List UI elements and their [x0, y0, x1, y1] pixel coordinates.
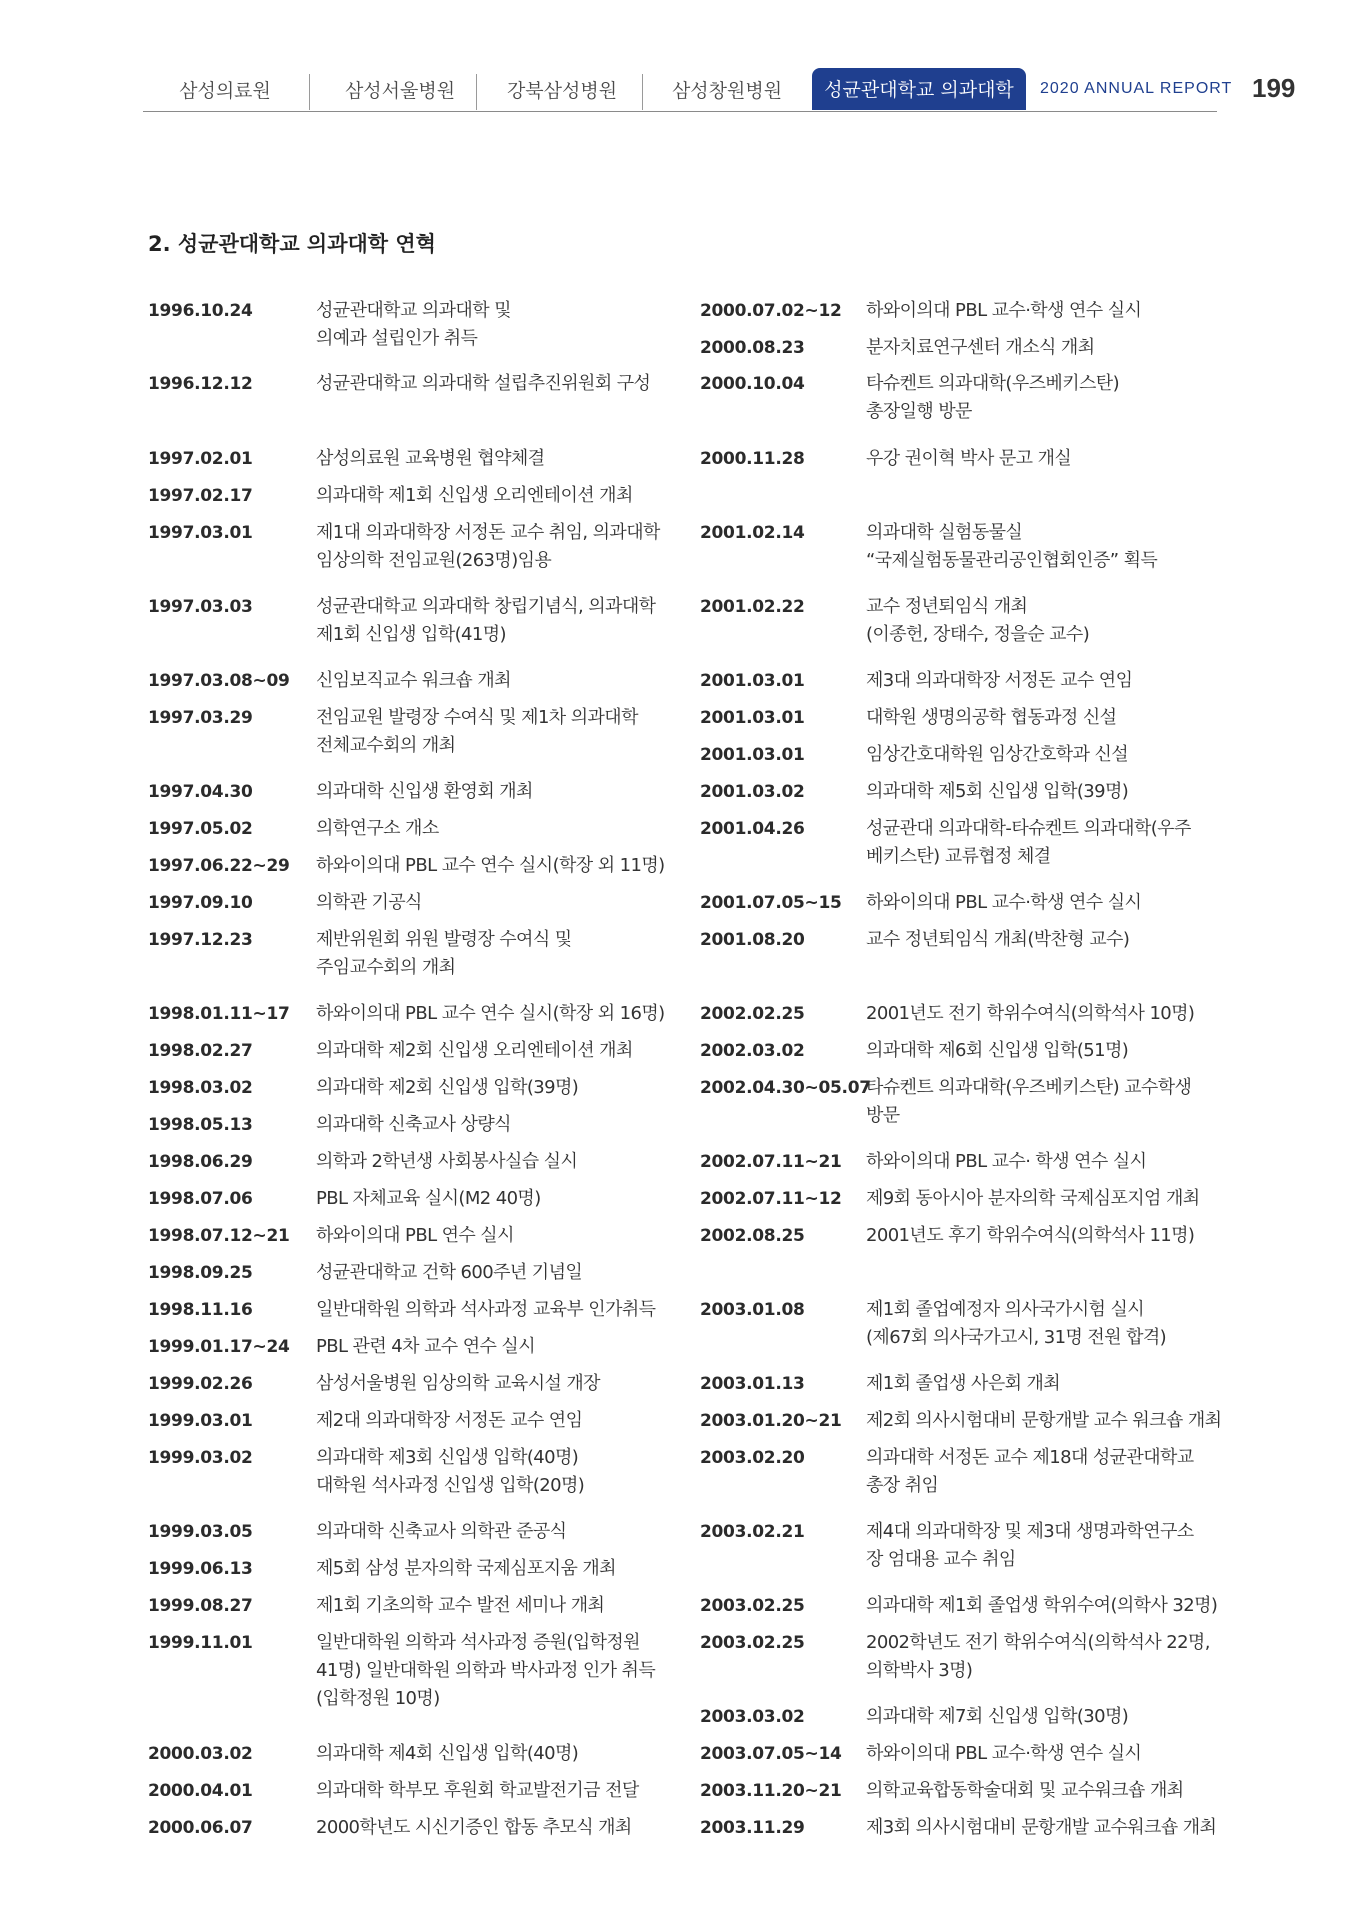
entry-date: 1999.03.05 — [148, 1522, 253, 1542]
entry-date: 1998.05.13 — [148, 1115, 253, 1135]
entry-text: 의과대학 제6회 신입생 입학(51명) — [866, 1040, 1129, 1061]
entry-text: 하와이의대 PBL 연수 실시 — [316, 1225, 514, 1246]
entry-text: PBL 관련 4차 교수 연수 실시 — [316, 1336, 535, 1357]
entry-date: 1999.08.27 — [148, 1596, 253, 1616]
entry-text: “국제실험동물관리공인협회인증” 획득 — [866, 550, 1158, 571]
entry-text: 제9회 동아시아 분자의학 국제심포지엄 개최 — [866, 1188, 1200, 1209]
entry-text: 의과대학 제1회 졸업생 학위수여(의학사 32명) — [866, 1595, 1218, 1616]
entry-date: 1997.02.01 — [148, 449, 253, 469]
entry-date: 1996.10.24 — [148, 301, 253, 321]
entry-text: 성균관대학교 의과대학 설립추진위원회 구성 — [316, 373, 651, 394]
entry-date: 2001.02.22 — [700, 597, 805, 617]
entry-date: 1997.02.17 — [148, 486, 253, 506]
entry-text: 제1회 신입생 입학(41명) — [316, 624, 506, 645]
entry-date: 2000.07.02~12 — [700, 301, 842, 321]
entry-text: 의과대학 학부모 후원회 학교발전기금 전달 — [316, 1780, 639, 1801]
entry-text: 일반대학원 의학과 석사과정 증원(입학정원 — [316, 1632, 640, 1653]
entry-date: 2003.07.05~14 — [700, 1744, 842, 1764]
entry-text: 2001년도 전기 학위수여식(의학석사 10명) — [866, 1003, 1195, 1024]
entry-text: 제3회 의사시험대비 문항개발 교수워크숍 개최 — [866, 1817, 1217, 1838]
entry-text: 제1회 졸업예정자 의사국가시험 실시 — [866, 1299, 1145, 1320]
entry-text: 의과대학 제3회 신입생 입학(40명) — [316, 1447, 579, 1468]
entry-date: 2002.07.11~12 — [700, 1189, 842, 1209]
entry-text: 제1대 의과대학장 서정돈 교수 취임, 의과대학 — [316, 522, 660, 543]
page-number: 199 — [1252, 73, 1296, 103]
entry-date: 1998.07.12~21 — [148, 1226, 290, 1246]
entry-date: 1997.03.29 — [148, 708, 253, 728]
entry-date: 1997.04.30 — [148, 782, 253, 802]
entry-date: 2001.03.01 — [700, 671, 805, 691]
tab-kangbuk-samsung-hospital[interactable]: 강북삼성병원 — [506, 80, 618, 102]
entry-text: 삼성서울병원 임상의학 교육시설 개장 — [316, 1373, 600, 1394]
entry-date: 2003.02.25 — [700, 1633, 805, 1653]
entry-date: 1999.06.13 — [148, 1559, 253, 1579]
entry-text: 우강 권이혁 박사 문고 개실 — [866, 448, 1072, 469]
entry-text: 성균관대학교 건학 600주년 기념일 — [316, 1262, 583, 1283]
entry-text: 의과대학 제2회 신입생 입학(39명) — [316, 1077, 579, 1098]
tab-samsung-changwon-hospital[interactable]: 삼성창원병원 — [671, 80, 783, 102]
entry-date: 2001.07.05~15 — [700, 893, 842, 913]
entry-text: 제반위원회 위원 발령장 수여식 및 — [316, 929, 572, 950]
entry-date: 2001.03.02 — [700, 782, 805, 802]
entry-date: 1997.06.22~29 — [148, 856, 290, 876]
entry-text: 의학연구소 개소 — [316, 818, 439, 839]
entry-text: 의학과 2학년생 사회봉사실습 실시 — [316, 1151, 578, 1172]
entry-text: 의과대학 제7회 신입생 입학(30명) — [866, 1706, 1129, 1727]
entry-date: 2001.04.26 — [700, 819, 805, 839]
entry-date: 1997.05.02 — [148, 819, 253, 839]
entry-text: 의학관 기공식 — [316, 892, 422, 913]
entry-text: 성균관대학교 의과대학 및 — [316, 300, 511, 321]
entry-text: 방문 — [866, 1105, 900, 1126]
entry-text: 신임보직교수 워크숍 개최 — [316, 670, 511, 691]
entry-text: 제2대 의과대학장 서정돈 교수 연임 — [316, 1410, 583, 1431]
entry-date: 1998.11.16 — [148, 1300, 253, 1320]
entry-date: 1997.03.01 — [148, 523, 253, 543]
entry-date: 2000.10.04 — [700, 374, 805, 394]
entry-text: 의학교육합동학술대회 및 교수워크숍 개최 — [866, 1780, 1184, 1801]
entry-date: 1997.12.23 — [148, 930, 253, 950]
entry-date: 2001.02.14 — [700, 523, 805, 543]
section-title: 2. 성균관대학교 의과대학 연혁 — [148, 232, 436, 256]
entry-date: 2003.11.29 — [700, 1818, 805, 1838]
entry-date: 1996.12.12 — [148, 374, 253, 394]
entry-date: 1997.03.08~09 — [148, 671, 290, 691]
entry-text: 의과대학 제4회 신입생 입학(40명) — [316, 1743, 579, 1764]
entry-date: 2000.11.28 — [700, 449, 805, 469]
entry-date: 1999.03.02 — [148, 1448, 253, 1468]
entry-text: 의과대학 실험동물실 — [866, 522, 1023, 543]
entry-date: 2003.02.20 — [700, 1448, 805, 1468]
entry-text: 의과대학 제1회 신입생 오리엔테이션 개최 — [316, 485, 633, 506]
entry-text: 베키스탄) 교류협정 체결 — [866, 846, 1051, 867]
entry-date: 2002.03.02 — [700, 1041, 805, 1061]
entry-text: 총장일행 방문 — [866, 401, 972, 422]
entry-text: (입학정원 10명) — [316, 1688, 440, 1709]
entry-text: 교수 정년퇴임식 개최 — [866, 596, 1028, 617]
entry-date: 1997.03.03 — [148, 597, 253, 617]
entry-text: 하와이의대 PBL 교수· 학생 연수 실시 — [866, 1151, 1147, 1172]
entry-date: 2002.07.11~21 — [700, 1152, 842, 1172]
entry-date: 2001.08.20 — [700, 930, 805, 950]
entry-date: 1998.03.02 — [148, 1078, 253, 1098]
entry-text: 2001년도 후기 학위수여식(의학석사 11명) — [866, 1225, 1195, 1246]
entry-text: (제67회 의사국가고시, 31명 전원 합격) — [866, 1327, 1167, 1348]
entry-text: 의과대학 신축교사 상량식 — [316, 1114, 511, 1135]
entry-text: 삼성의료원 교육병원 협약체결 — [316, 448, 545, 469]
entry-text: 제5회 삼성 분자의학 국제심포지움 개최 — [316, 1558, 616, 1579]
tab-samsung-seoul-hospital[interactable]: 삼성서울병원 — [344, 80, 456, 102]
entry-text: 대학원 생명의공학 협동과정 신설 — [866, 707, 1117, 728]
entry-text: 하와이의대 PBL 교수 연수 실시(학장 외 11명) — [316, 855, 665, 876]
tab-divider — [476, 74, 477, 110]
entry-text: 하와이의대 PBL 교수·학생 연수 실시 — [866, 1743, 1142, 1764]
entry-date: 2001.03.01 — [700, 708, 805, 728]
entry-text: 2002학년도 전기 학위수여식(의학석사 22명, — [866, 1632, 1210, 1653]
entry-text: 교수 정년퇴임식 개최(박찬형 교수) — [866, 929, 1130, 950]
entry-date: 2000.08.23 — [700, 338, 805, 358]
entry-date: 1999.03.01 — [148, 1411, 253, 1431]
entry-text: 제4대 의과대학장 및 제3대 생명과학연구소 — [866, 1521, 1194, 1542]
entry-date: 1999.02.26 — [148, 1374, 253, 1394]
entry-date: 2003.11.20~21 — [700, 1781, 842, 1801]
entry-text: (이종헌, 장태수, 정을순 교수) — [866, 624, 1090, 645]
entry-date: 2002.02.25 — [700, 1004, 805, 1024]
entry-text: 41명) 일반대학원 의학과 박사과정 인가 취득 — [316, 1660, 656, 1681]
tab-skku-school-of-medicine[interactable]: 성균관대학교 의과대학 — [812, 68, 1026, 110]
entry-date: 1998.07.06 — [148, 1189, 253, 1209]
entry-text: 타슈켄트 의과대학(우즈베키스탄) — [866, 373, 1119, 394]
entry-text: 주임교수회의 개최 — [316, 957, 456, 978]
entry-text: 타슈켄트 의과대학(우즈베키스탄) 교수학생 — [866, 1077, 1192, 1098]
entry-date: 2000.03.02 — [148, 1744, 253, 1764]
entry-date: 2003.02.25 — [700, 1596, 805, 1616]
entry-date: 1998.01.11~17 — [148, 1004, 290, 1024]
entry-date: 2001.03.01 — [700, 745, 805, 765]
entry-date: 2000.04.01 — [148, 1781, 253, 1801]
entry-text: 제2회 의사시험대비 문항개발 교수 워크숍 개최 — [866, 1410, 1222, 1431]
tab-divider — [309, 74, 310, 110]
entry-text: 의과대학 신입생 환영회 개최 — [316, 781, 533, 802]
tab-divider — [642, 74, 643, 110]
entry-text: 전임교원 발령장 수여식 및 제1차 의과대학 — [316, 707, 638, 728]
entry-text: PBL 자체교육 실시(M2 40명) — [316, 1188, 541, 1209]
page-header — [0, 0, 1357, 115]
entry-text: 하와이의대 PBL 교수·학생 연수 실시 — [866, 892, 1142, 913]
entry-text: 제1회 졸업생 사은회 개최 — [866, 1373, 1061, 1394]
entry-date: 2002.08.25 — [700, 1226, 805, 1246]
entry-text: 의학박사 3명) — [866, 1660, 973, 1681]
entry-text: 의과대학 제5회 신입생 입학(39명) — [866, 781, 1129, 802]
entry-date: 2002.04.30~05.07 — [700, 1078, 871, 1098]
entry-text: 의과대학 서정돈 교수 제18대 성균관대학교 — [866, 1447, 1194, 1468]
entry-date: 1999.11.01 — [148, 1633, 253, 1653]
entry-text: 하와이의대 PBL 교수·학생 연수 실시 — [866, 300, 1142, 321]
entry-date: 2003.01.08 — [700, 1300, 805, 1320]
entry-date: 1998.06.29 — [148, 1152, 253, 1172]
entry-text: 대학원 석사과정 신입생 입학(20명) — [316, 1475, 585, 1496]
entry-text: 제3대 의과대학장 서정돈 교수 연임 — [866, 670, 1133, 691]
entry-date: 1998.09.25 — [148, 1263, 253, 1283]
entry-date: 1998.02.27 — [148, 1041, 253, 1061]
tab-samsung-medical-center[interactable]: 삼성의료원 — [179, 80, 271, 102]
entry-text: 의예과 설립인가 취득 — [316, 328, 478, 349]
entry-date: 2003.01.13 — [700, 1374, 805, 1394]
entry-date: 1997.09.10 — [148, 893, 253, 913]
entry-date: 2003.03.02 — [700, 1707, 805, 1727]
entry-text: 의과대학 제2회 신입생 오리엔테이션 개최 — [316, 1040, 633, 1061]
entry-date: 2003.02.21 — [700, 1522, 805, 1542]
header-divider — [143, 111, 1217, 112]
entry-text: 일반대학원 의학과 석사과정 교육부 인가취득 — [316, 1299, 656, 1320]
entry-text: 성균관대학교 의과대학 창립기념식, 의과대학 — [316, 596, 656, 617]
entry-date: 1999.01.17~24 — [148, 1337, 290, 1357]
entry-text: 성균관대 의과대학-타슈켄트 의과대학(우주 — [866, 818, 1191, 839]
entry-text: 제1회 기초의학 교수 발전 세미나 개최 — [316, 1595, 605, 1616]
entry-date: 2003.01.20~21 — [700, 1411, 842, 1431]
annual-report-label: 2020 ANNUAL REPORT — [1040, 80, 1233, 97]
entry-text: 장 엄대용 교수 취임 — [866, 1549, 1016, 1570]
entry-text: 하와이의대 PBL 교수 연수 실시(학장 외 16명) — [316, 1003, 665, 1024]
entry-text: 전체교수회의 개최 — [316, 735, 456, 756]
entry-text: 2000학년도 시신기증인 합동 추모식 개최 — [316, 1817, 632, 1838]
entry-text: 총장 취임 — [866, 1475, 939, 1496]
entry-text: 분자치료연구센터 개소식 개최 — [866, 337, 1095, 358]
entry-date: 2000.06.07 — [148, 1818, 253, 1838]
entry-text: 임상간호대학원 임상간호학과 신설 — [866, 744, 1129, 765]
entry-text: 의과대학 신축교사 의학관 준공식 — [316, 1521, 567, 1542]
entry-text: 임상의학 전임교원(263명)임용 — [316, 550, 552, 571]
